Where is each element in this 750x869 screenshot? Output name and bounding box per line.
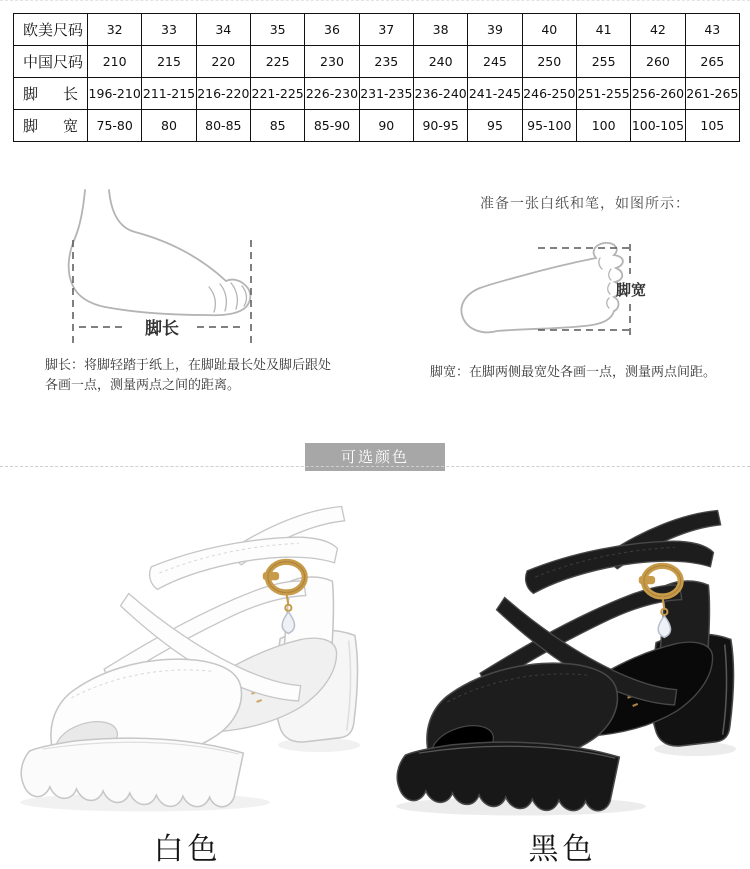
size-value-cell: 43	[685, 14, 739, 46]
color-option-label-black: 黑色	[528, 832, 597, 867]
product-photo-black-sandal	[388, 498, 736, 828]
size-value-cell: 196-210	[88, 78, 142, 110]
size-value-cell: 37	[359, 14, 413, 46]
size-value-cell: 231-235	[359, 78, 413, 110]
size-value-cell: 90	[359, 110, 413, 142]
size-table-row	[14, 78, 740, 110]
size-table-row	[14, 46, 740, 78]
foot-width-diagram	[450, 234, 712, 358]
foot-top-view-illustration	[461, 243, 622, 332]
white-sandal-illustration	[12, 494, 360, 824]
prep-instruction-header: 准备一张白纸和笔，如图所示：	[480, 196, 690, 212]
size-value-cell: 85-90	[305, 110, 359, 142]
size-value-cell: 34	[196, 14, 250, 46]
foot-width-instruction: 脚宽：在脚两侧最宽处各画一点，测量两点间距。	[430, 365, 717, 380]
size-value-cell: 210	[88, 46, 142, 78]
color-option-label-white: 白色	[153, 832, 222, 867]
size-value-cell: 245	[468, 46, 522, 78]
size-value-cell: 235	[359, 46, 413, 78]
size-value-cell: 41	[576, 14, 630, 46]
foot-length-diagram	[45, 188, 310, 346]
size-value-cell: 225	[250, 46, 304, 78]
width-dimension-lines	[538, 244, 646, 336]
size-table-body	[14, 14, 740, 142]
size-value-cell: 226-230	[305, 78, 359, 110]
size-value-cell: 32	[88, 14, 142, 46]
size-value-cell: 42	[631, 14, 685, 46]
size-value-cell: 95	[468, 110, 522, 142]
size-value-cell: 250	[522, 46, 576, 78]
size-row-label: 脚 长	[14, 78, 88, 110]
top-divider	[0, 0, 750, 1]
size-value-cell: 261-265	[685, 78, 739, 110]
size-value-cell: 221-225	[250, 78, 304, 110]
color-section-banner: 可选颜色	[305, 443, 445, 471]
size-value-cell: 220	[196, 46, 250, 78]
foot-side-view-illustration	[69, 190, 251, 315]
size-value-cell: 215	[142, 46, 196, 78]
size-value-cell: 100	[576, 110, 630, 142]
size-table-row	[14, 110, 740, 142]
size-value-cell: 230	[305, 46, 359, 78]
size-value-cell: 95-100	[522, 110, 576, 142]
size-value-cell: 251-255	[576, 78, 630, 110]
size-value-cell: 236-240	[413, 78, 467, 110]
size-value-cell: 246-250	[522, 78, 576, 110]
product-photo-white-sandal	[12, 494, 360, 824]
size-value-cell: 265	[685, 46, 739, 78]
size-value-cell: 38	[413, 14, 467, 46]
size-value-cell: 241-245	[468, 78, 522, 110]
foot-length-instruction: 脚长：将脚轻踏于纸上，在脚趾最长处及脚后跟处各画一点，测量两点之间的距离。	[45, 358, 332, 394]
size-value-cell: 255	[576, 46, 630, 78]
size-value-cell: 100-105	[631, 110, 685, 142]
size-value-cell: 105	[685, 110, 739, 142]
size-value-cell: 39	[468, 14, 522, 46]
size-value-cell: 211-215	[142, 78, 196, 110]
size-value-cell: 80-85	[196, 110, 250, 142]
size-value-cell: 85	[250, 110, 304, 142]
size-row-label: 中 国 尺 码	[14, 46, 88, 78]
size-value-cell: 240	[413, 46, 467, 78]
size-value-cell: 35	[250, 14, 304, 46]
size-value-cell: 80	[142, 110, 196, 142]
size-table-row	[14, 14, 740, 46]
size-value-cell: 33	[142, 14, 196, 46]
size-value-cell: 256-260	[631, 78, 685, 110]
size-row-label: 脚 宽	[14, 110, 88, 142]
size-value-cell: 216-220	[196, 78, 250, 110]
foot-width-label: 脚宽	[615, 281, 647, 299]
black-sandal-illustration	[388, 498, 736, 828]
size-value-cell: 75-80	[88, 110, 142, 142]
size-value-cell: 260	[631, 46, 685, 78]
foot-length-label: 脚长	[145, 319, 179, 339]
size-row-label: 欧 美 尺 码	[14, 14, 88, 46]
size-value-cell: 36	[305, 14, 359, 46]
size-table	[13, 13, 740, 142]
section-divider	[0, 466, 750, 467]
size-value-cell: 90-95	[413, 110, 467, 142]
size-value-cell: 40	[522, 14, 576, 46]
